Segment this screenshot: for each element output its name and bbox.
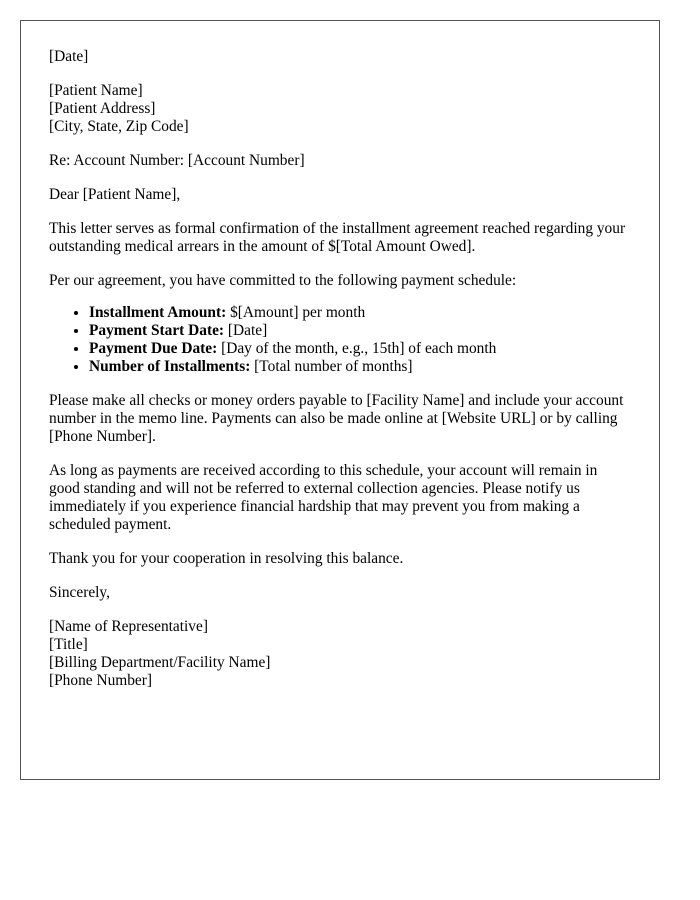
schedule-value: [Day of the month, e.g., 15th] of each month — [217, 340, 497, 357]
standing-notice: As long as payments are received according to this schedule, your account will remain in good standing and will not be referred to external collection agencies. Please notify us immediately if you experience financial hardship that may prevent you from making a scheduled payment. — [49, 462, 598, 533]
schedule-term: Payment Due Date: — [89, 340, 218, 357]
intro-paragraph: This letter serves as formal confirmation of the installment agreement reached regarding your outstanding medical arrears in the amount of $[Total Amount Owed]. — [49, 220, 626, 255]
schedule-value: $[Amount] per month — [226, 304, 366, 321]
list-item — [89, 358, 631, 376]
payment-schedule-list — [49, 304, 631, 376]
signature-title: [Title] — [49, 636, 88, 653]
payment-instructions: Please make all checks or money orders payable to [Facility Name] and include your account number in the memo line. Payments can also be made online at [Website URL] or by calling [Phone Number]. — [49, 392, 624, 445]
schedule-term: Number of Installments: — [89, 358, 251, 375]
list-item — [89, 322, 631, 340]
list-item — [89, 340, 631, 358]
schedule-intro: Per our agreement, you have committed to the following payment schedule: — [49, 272, 517, 289]
schedule-value: [Date] — [224, 322, 268, 339]
signature-block — [49, 618, 631, 690]
schedule-term: Payment Start Date: — [89, 322, 225, 339]
salutation: Dear [Patient Name], — [49, 186, 181, 203]
signature-phone: [Phone Number] — [49, 672, 153, 689]
closing: Sincerely, — [49, 584, 110, 601]
schedule-term: Installment Amount: — [89, 304, 227, 321]
recipient-name: [Patient Name] — [49, 82, 143, 99]
recipient-address: [Patient Address] — [49, 100, 156, 117]
recipient-block — [49, 82, 631, 136]
reference-line: Re: Account Number: [Account Number] — [49, 152, 305, 169]
signature-name: [Name of Representative] — [49, 618, 208, 635]
signature-department: [Billing Department/Facility Name] — [49, 654, 271, 671]
letter-date: [Date] — [49, 48, 89, 65]
list-item — [89, 304, 631, 322]
letter-page — [20, 20, 660, 780]
thanks-line: Thank you for your cooperation in resolving this balance. — [49, 550, 404, 567]
schedule-value: [Total number of months] — [250, 358, 413, 375]
recipient-city-state-zip: [City, State, Zip Code] — [49, 118, 189, 135]
